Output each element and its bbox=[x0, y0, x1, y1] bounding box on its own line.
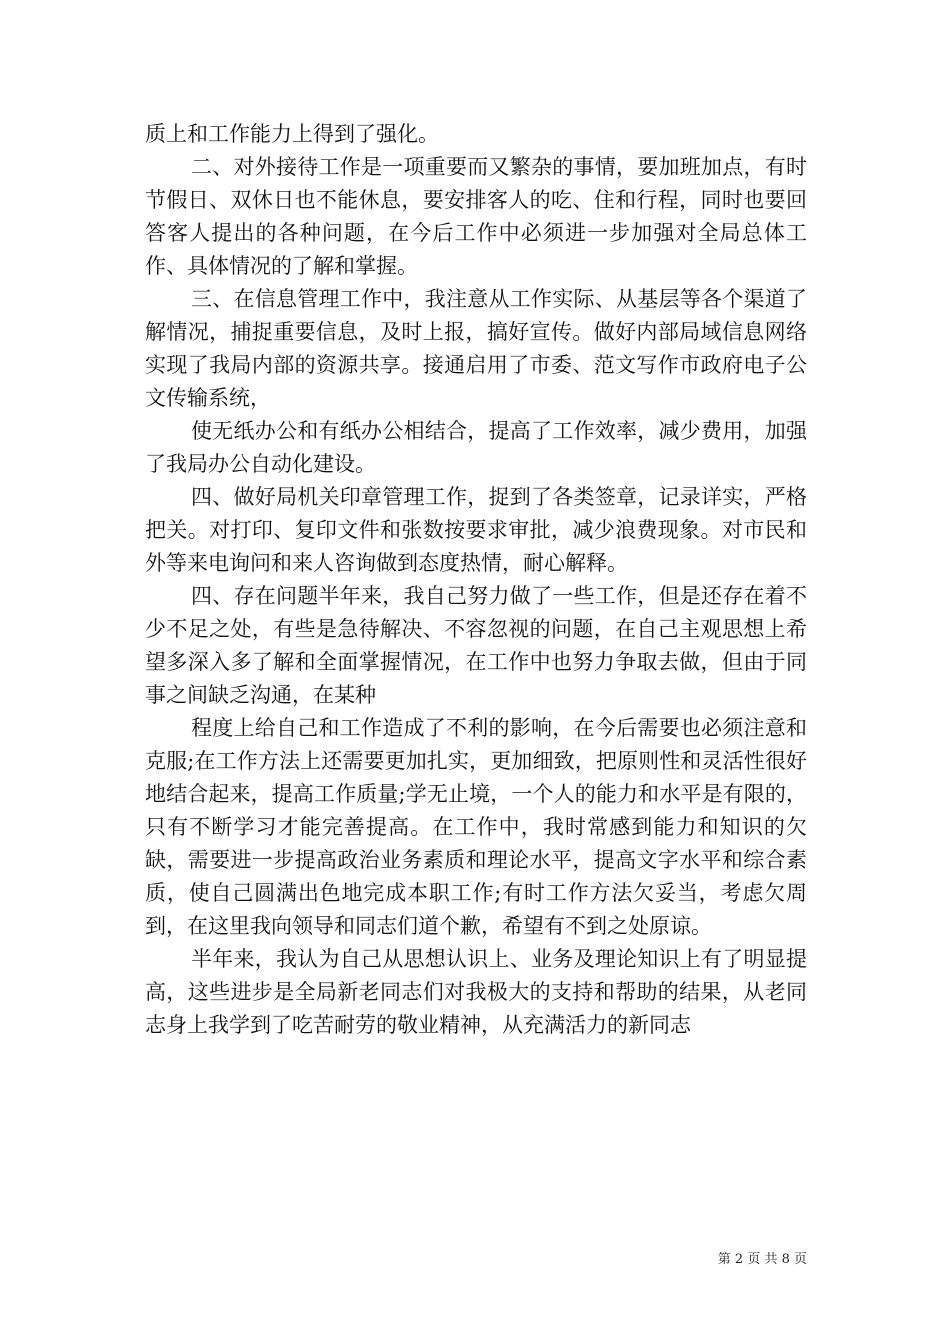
paragraph: 使无纸办公和有纸办公相结合，提高了工作效率，减少费用，加强了我局办公自动化建设。 bbox=[145, 419, 807, 476]
paragraph: 质上和工作能力上得到了强化。 bbox=[145, 122, 439, 146]
paragraph: 二、对外接待工作是一项重要而又繁杂的事情，要加班加点，有时节假日、双休日也不能休息，要安排客人的吃、住和行程，同时也要回答客人提出的各种问题，在今后工作中必须进一步加强对全局总体工作、具体情况的了解和掌握。 bbox=[145, 155, 807, 278]
paragraph: 三、在信息管理工作中，我注意从工作实际、从基层等各个渠道了解情况，捕捉重要信息，及时上报，搞好宣传。做好内部局域信息网络实现了我局内部的资源共享。接通启用了市委、范文写作市政府电子公文传输系统， bbox=[145, 287, 807, 410]
paragraph: 四、做好局机关印章管理工作，捉到了各类签章，记录详实，严格把关。对打印、复印文件和张数按要求审批，减少浪费现象。对市民和外等来电询问和来人咨询做到态度热情，耐心解释。 bbox=[145, 485, 807, 575]
page-number-footer: 第 2 页 共 8 页 bbox=[717, 1252, 807, 1267]
document-body bbox=[145, 118, 807, 1042]
paragraph: 四、存在问题半年来，我自己努力做了一些工作，但是还存在着不少不足之处，有些是急待解决、不容忽视的问题，在自己主观思想上希望多深入多了解和全面掌握情况，在工作中也努力争取去做，但由于同事之间缺乏沟通，在某种 bbox=[145, 584, 807, 707]
paragraph: 半年来，我认为自己从思想认识上、业务及理论知识上有了明显提高，这些进步是全局新老同志们对我极大的支持和帮助的结果，从老同志身上我学到了吃苦耐劳的敬业精神，从充满活力的新同志 bbox=[145, 947, 807, 1037]
paragraph: 程度上给自己和工作造成了不利的影响，在今后需要也必须注意和克服;在工作方法上还需要更加扎实，更加细致，把原则性和灵活性很好地结合起来，提高工作质量;学无止境，一个人的能力和水平是有限的，只有不断学习才能完善提高。在工作中，我时常感到能力和知识的欠缺，需要进一步提高政治业务素质和理论水平，提高文字水平和综合素质，使自己圆满出色地完成本职工作;有时工作方法欠妥当，考虑欠周到，在这里我向领导和同志们道个歉，希望有不到之处原谅。 bbox=[145, 716, 807, 938]
